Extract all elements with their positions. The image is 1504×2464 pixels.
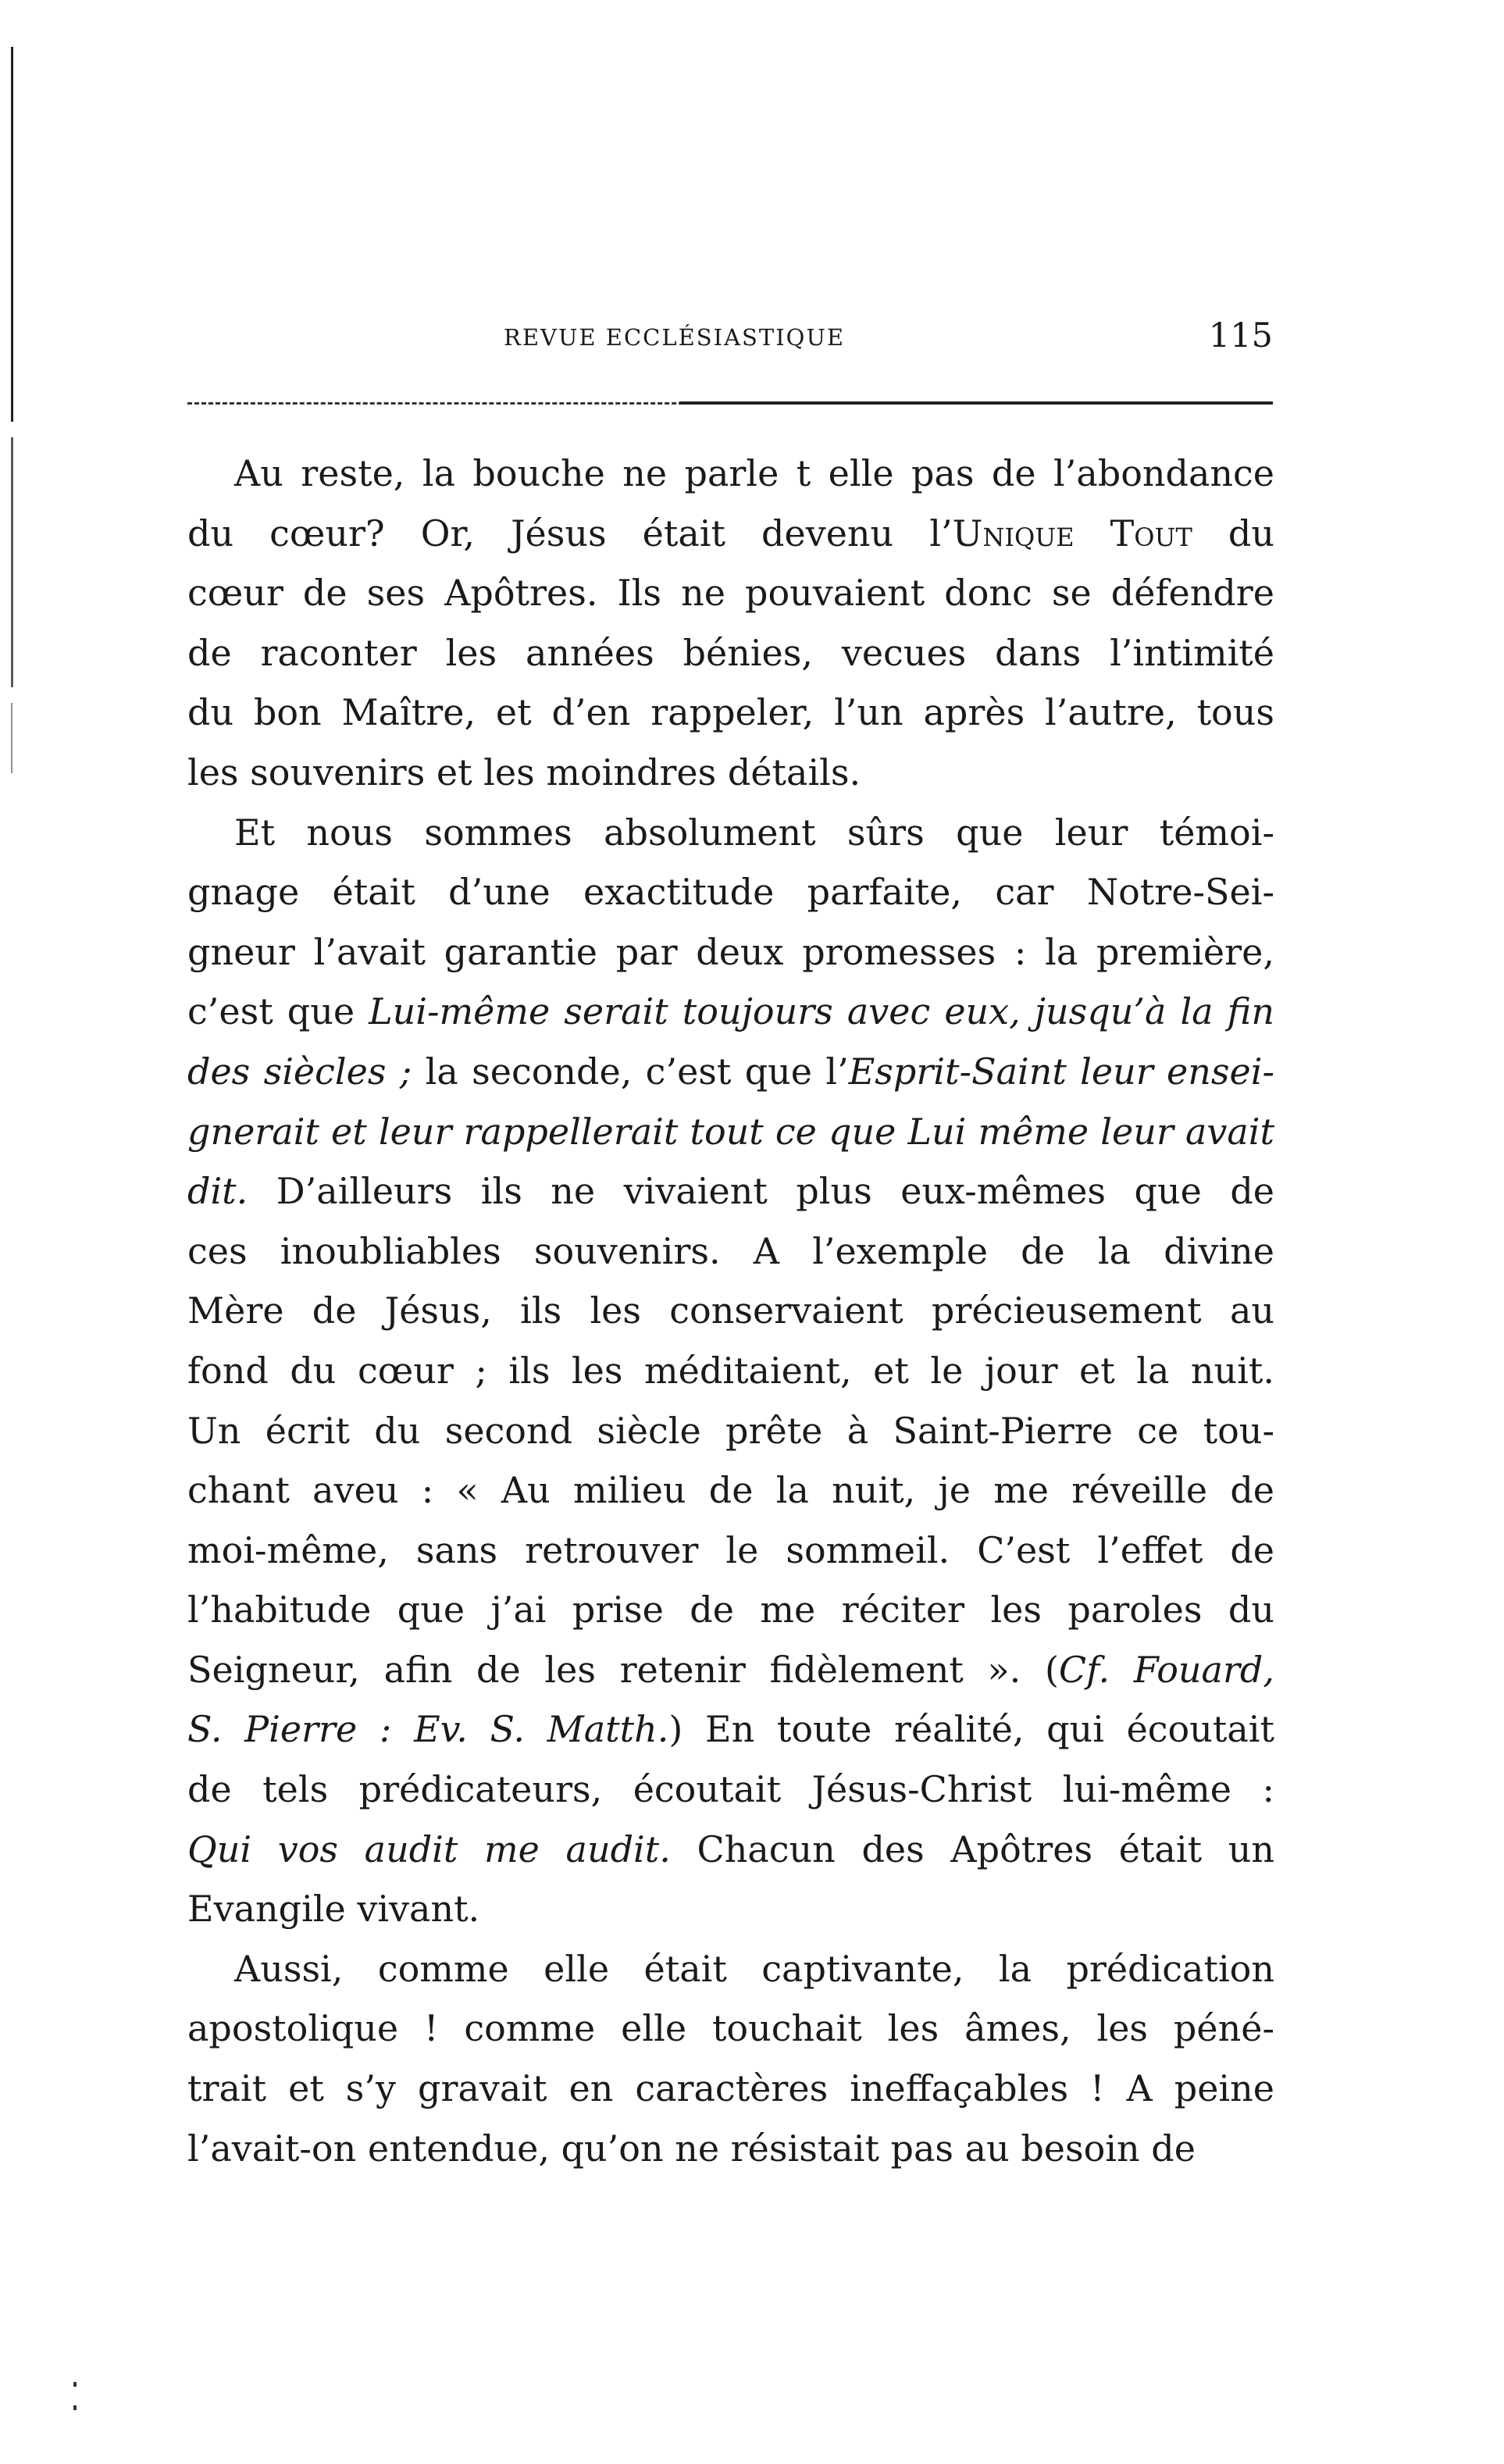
small-caps-text: Unique Tout: [952, 512, 1192, 554]
text-segment: ) En toute réalité, qui écoutait: [668, 1708, 1274, 1751]
text-segment: Au reste, la bouche ne parle t elle pas de l’abondance: [234, 452, 1274, 494]
text-line: [187, 1580, 1274, 1640]
text-segment: Evangile vivant.: [187, 1888, 480, 1931]
text-segment: Un écrit du second siècle prête à Saint-Pierre ce tou-: [187, 1409, 1274, 1452]
text-segment: Aussi, comme elle était captivante, la prédication: [234, 1947, 1274, 1990]
text-segment: Mère de Jésus, ils les conservaient précieusement au: [187, 1289, 1274, 1332]
running-title: REVUE ECCLÉSIASTIQUE: [504, 324, 846, 351]
text-line: [187, 1042, 1274, 1102]
text-line: [187, 1281, 1274, 1341]
text-line: [187, 1939, 1274, 1999]
text-segment: c’est que: [187, 990, 369, 1033]
text-segment: de tels prédicateurs, écoutait Jésus-Christ lui-même :: [187, 1768, 1274, 1811]
text-segment: ces inoubliables souvenirs. A l’exemple de la divine: [187, 1229, 1274, 1272]
text-segment: gnage était d’une exactitude parfaite, car Notre-Sei-: [187, 871, 1274, 914]
text-line: [187, 1460, 1274, 1521]
text-segment: l’avait-on entendue, qu’on ne résistait pas au besoin de: [187, 2127, 1196, 2170]
text-line: [187, 2119, 1274, 2179]
text-line: [187, 1640, 1274, 1700]
text-segment: Et nous sommes absolument sûrs que leur témoi-: [234, 811, 1274, 854]
text-segment: la seconde, c’est que l’: [412, 1050, 849, 1093]
text-segment: de raconter les années bénies, vecues dans l’intimité: [187, 631, 1274, 674]
italic-text: Lui-même serait toujours avec eux, jusqu’à la fin: [369, 990, 1274, 1033]
text-segment: fond du cœur ; ils les méditaient, et le jour et la nuit.: [187, 1349, 1274, 1392]
binding-edge-line: [11, 437, 13, 687]
text-line: [187, 1879, 1274, 1939]
italic-text: dit.: [187, 1170, 248, 1213]
text-line: [187, 1102, 1274, 1162]
binding-edge-line: [11, 703, 12, 773]
text-segment: les souvenirs et les moindres détails.: [187, 751, 861, 793]
text-line: [187, 803, 1274, 863]
italic-text: Esprit-Saint leur ensei-: [848, 1050, 1274, 1093]
text-segment: D’ailleurs ils ne vivaient plus eux-mêmes que de: [248, 1170, 1274, 1213]
page-header: [187, 316, 1273, 371]
text-line: [187, 743, 1274, 803]
italic-text: Cf. Fouard,: [1058, 1648, 1274, 1691]
text-line: [187, 683, 1274, 743]
text-line: [187, 862, 1274, 922]
text-line: [187, 922, 1274, 982]
text-line: [187, 982, 1274, 1042]
text-line: [187, 1999, 1274, 2059]
text-line: [187, 1221, 1274, 1282]
header-rule-solid: [679, 401, 1273, 405]
paragraph: [187, 444, 1274, 803]
text-segment: cœur de ses Apôtres. Ils ne pouvaient donc se défendre: [187, 572, 1274, 615]
text-line: [187, 1760, 1274, 1820]
text-segment: chant aveu : « Au milieu de la nuit, je me réveille de: [187, 1469, 1274, 1512]
italic-text: gnerait et leur rappellerait tout ce que Lui même leur avait: [187, 1110, 1274, 1153]
text-segment: l’habitude que j’ai prise de me réciter les paroles du: [187, 1589, 1274, 1631]
text-segment: trait et s’y gravait en caractères ineffaçables ! A peine: [187, 2067, 1274, 2110]
text-segment: Seigneur, afin de les retenir fidèlement ». (: [187, 1648, 1059, 1691]
text-segment: du bon Maître, et d’en rappeler, l’un après l’autre, tous: [187, 691, 1274, 734]
text-line: [187, 2059, 1274, 2119]
text-segment: moi-même, sans retrouver le sommeil. C’est l’effet de: [187, 1528, 1274, 1571]
text-line: [187, 1401, 1274, 1461]
text-line: [187, 1521, 1274, 1581]
italic-text: des siècles ;: [187, 1050, 412, 1093]
text-line: [187, 1341, 1274, 1401]
text-line: [187, 1161, 1274, 1221]
binding-mark: [73, 2382, 77, 2387]
body-text: [187, 444, 1274, 2178]
paragraph: [187, 803, 1274, 1939]
text-line: [187, 563, 1274, 623]
text-segment: du cœur? Or, Jésus était devenu l’: [187, 512, 953, 554]
binding-edge-line: [11, 47, 13, 422]
text-line: [187, 444, 1274, 504]
text-segment: Chacun des Apôtres était un: [670, 1827, 1274, 1870]
italic-text: S. Pierre : Ev. S. Matth.: [187, 1708, 669, 1751]
text-line: [187, 1820, 1274, 1880]
paragraph: [187, 1939, 1274, 2178]
text-line: [187, 623, 1274, 683]
text-segment: apostolique ! comme elle touchait les âmes, les péné-: [187, 2007, 1274, 2050]
text-line: [187, 504, 1274, 564]
text-segment: du: [1192, 512, 1274, 554]
italic-text: Qui vos audit me audit.: [187, 1827, 671, 1870]
binding-mark: [73, 2405, 77, 2410]
text-line: [187, 1699, 1274, 1760]
page-number: 115: [1208, 316, 1273, 355]
text-segment: gneur l’avait garantie par deux promesses : la première,: [187, 930, 1274, 973]
